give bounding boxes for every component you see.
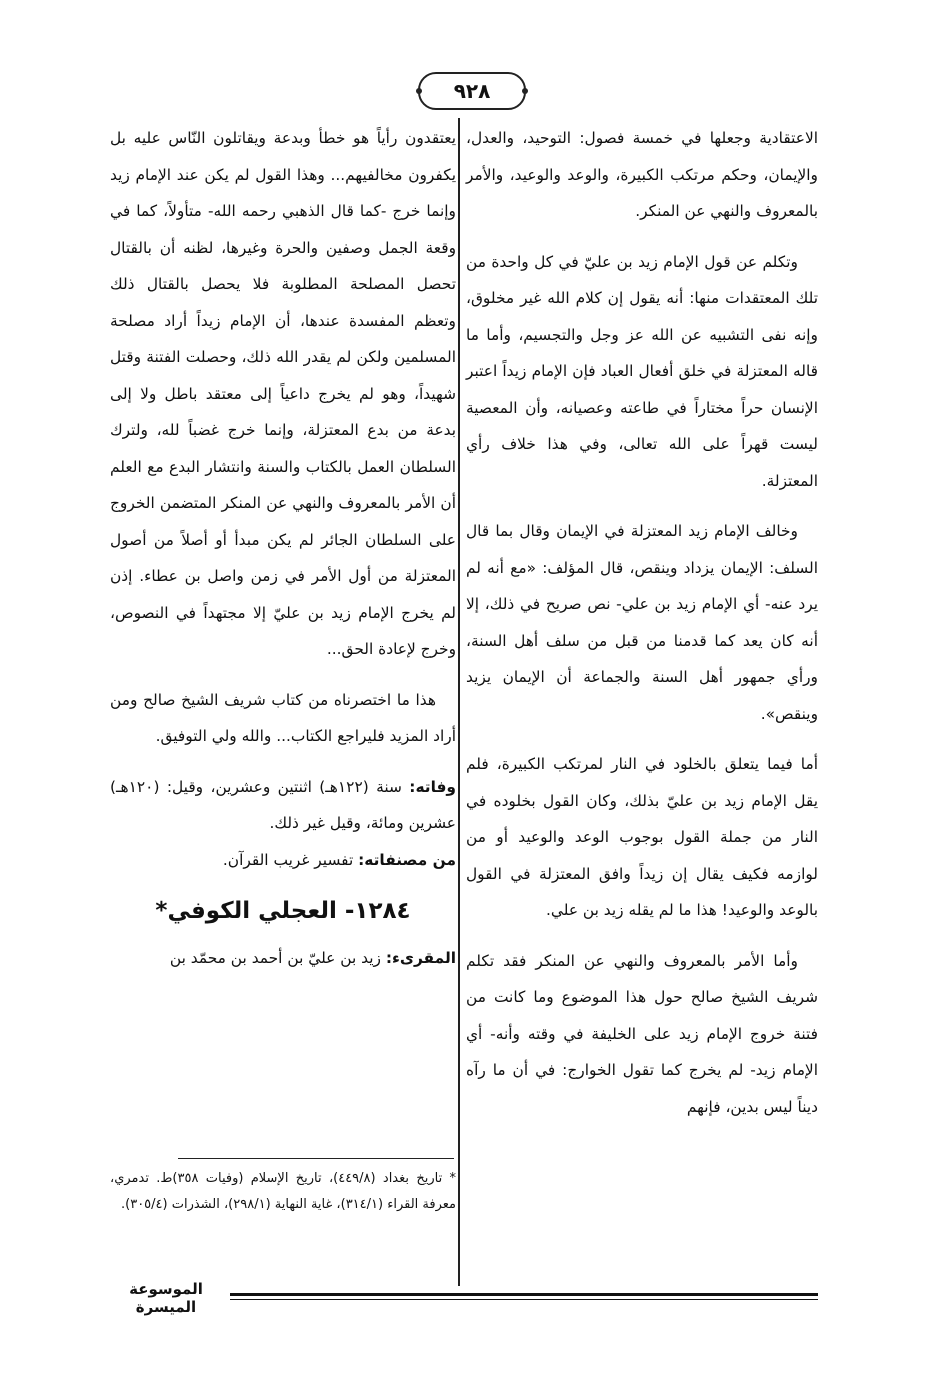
death-text: سنة (١٢٢هـ) اثنتين وعشرين، وقيل: (١٢٠هـ) عشرين ومائة، وقيل غير ذلك.: [110, 777, 456, 832]
death-info: [110, 769, 456, 842]
footnote-rule: [178, 1158, 454, 1159]
footer-rule-thin: [230, 1299, 818, 1300]
page-number-text: ٩٢٨: [453, 79, 491, 103]
left-paragraph-1: يعتقدون رأياً هو خطأ وبدعة ويقاتلون النّاس عليه بل يكفرون مخالفيهم... وهذا القول لم يكن عند الإمام زيد وإنما خرج -كما قال الذهبي رحمه الله- متأولاً، كما في وقعة الجمل وصفين والحرة وغيرها، لظنه أن بالقتال تحصل المصلحة المطلوبة فلا يحصل بالقتال ذلك وتعظم المفسدة عندها، أن الإمام زيداً أراد مصلحة المسلمين ولكن لم يقدر الله ذلك، وحصلت الفتنة وقتل شهيداً، وهو لم يخرج داعياً إلى معتقد باطل ولا إلى بدعة من بدع المعتزلة، وإنما خرج غضباً لله، ولترك السلطان العمل بالكتاب والسنة وانتشار البدع مع العلم أن الأمر بالمعروف والنهي عن المنكر المتضمن الخروج على السلطان الجائر لم يكن مبدأ أو أصلاً من أصول المعتزلة من أول الأمر في زمن واصل بن عطاء. إذن لم يخرج الإمام زيد بن عليّ إلا مجتهداً في النصوص، وخرج لإعادة الحق...: [110, 129, 456, 658]
footer-rule: [230, 1293, 818, 1296]
entry-heading: ١٢٨٤- العجلي الكوفي*: [155, 898, 411, 924]
death-label: وفاته:: [409, 777, 456, 796]
works-label: من مصنفاته:: [358, 850, 456, 869]
left-column: [110, 120, 456, 991]
works-text: تفسير غريب القرآن.: [222, 850, 354, 869]
right-paragraph-3: وخالف الإمام زيد المعتزلة في الإيمان وقال بما قال السلف: الإيمان يزداد وينقص، قال المؤلف: «مع أنه لم يرد عنه- أي الإمام زيد بن علي- نص صريح في ذلك، إلا أنه كان يعد كما قدمنا من قبل من سلف أهل السنة، ورأي جمهور أهل السنة والجماعة أن الإيمان يزيد وينقص».: [466, 522, 818, 723]
works-info: [110, 842, 456, 879]
right-paragraph-2: وتكلم عن قول الإمام زيد بن عليّ في كل واحدة من تلك المعتقدات منها: أنه يقول إن كلام الله غير مخلوق، وإنه نفى التشبيه عن الله عز وجل والتجسيم، وأما ما قاله المعتزلة في خلق أفعال العباد فإن الإمام زيداً اعتبر الإنسان حراً مختاراً في طاعته وعصيانه، وأن المعصية ليست قهراً على الله تعالى، وفي هذا خلاف رأي المعتزلة.: [466, 252, 818, 490]
reciter-text: زيد بن عليّ بن أحمد بن محمّد بن: [169, 949, 381, 967]
left-paragraph-2: هذا ما اختصرناه من كتاب شريف الشيخ صالح ومن أراد المزيد فليراجع الكتاب... والله ولي التوفيق.: [110, 690, 456, 745]
column-divider: [458, 118, 460, 1286]
page-number: [418, 72, 526, 110]
reciter-info: [110, 940, 456, 977]
right-paragraph-5: وأما الأمر بالمعروف والنهي عن المنكر فقد تكلم شريف الشيخ صالح حول هذا الموضوع وما كانت من فتنة خروج الإمام زيد على الخليفة في وقته وأنه- أي الإمام زيد- لم يخرج كما تقول الخوارج: في أن ما رآه ديناً ليس بدين، فإنهم: [466, 951, 818, 1116]
right-paragraph-4: أما فيما يتعلق بالخلود في النار لمرتكب الكبيرة، فلم يقل الإمام زيد بن عليّ بذلك، وكان القول بخلوده في النار من جملة القول بوجوب الوعد والوعيد أو من لوازمه فكيف يقال إن زيداً وافق المعتزلة في القول بالوعد والوعيد! هذا ما لم يقله زيد بن علي.: [466, 755, 818, 919]
right-paragraph-1: الاعتقادية وجعلها في خمسة فصول: التوحيد، والعدل، والإيمان، وحكم مرتكب الكبيرة، والوعد والوعيد، والأمر بالمعروف والنهي عن المنكر.: [466, 129, 818, 220]
footer-title: الموسوعة الميسرة: [129, 1280, 203, 1316]
right-column: [466, 120, 818, 1139]
reciter-label: المقرىء:: [385, 949, 456, 967]
footnote: * تاريخ بغداد (٤٤٩/٨)، تاريخ الإسلام (وفيات ٣٥٨)ط. تدمري، معرفة القراء (٣١٤/١)، غاية النهاية (٢٩٨/١)، الشذرات (٣٠٥/٤).: [110, 1171, 457, 1212]
